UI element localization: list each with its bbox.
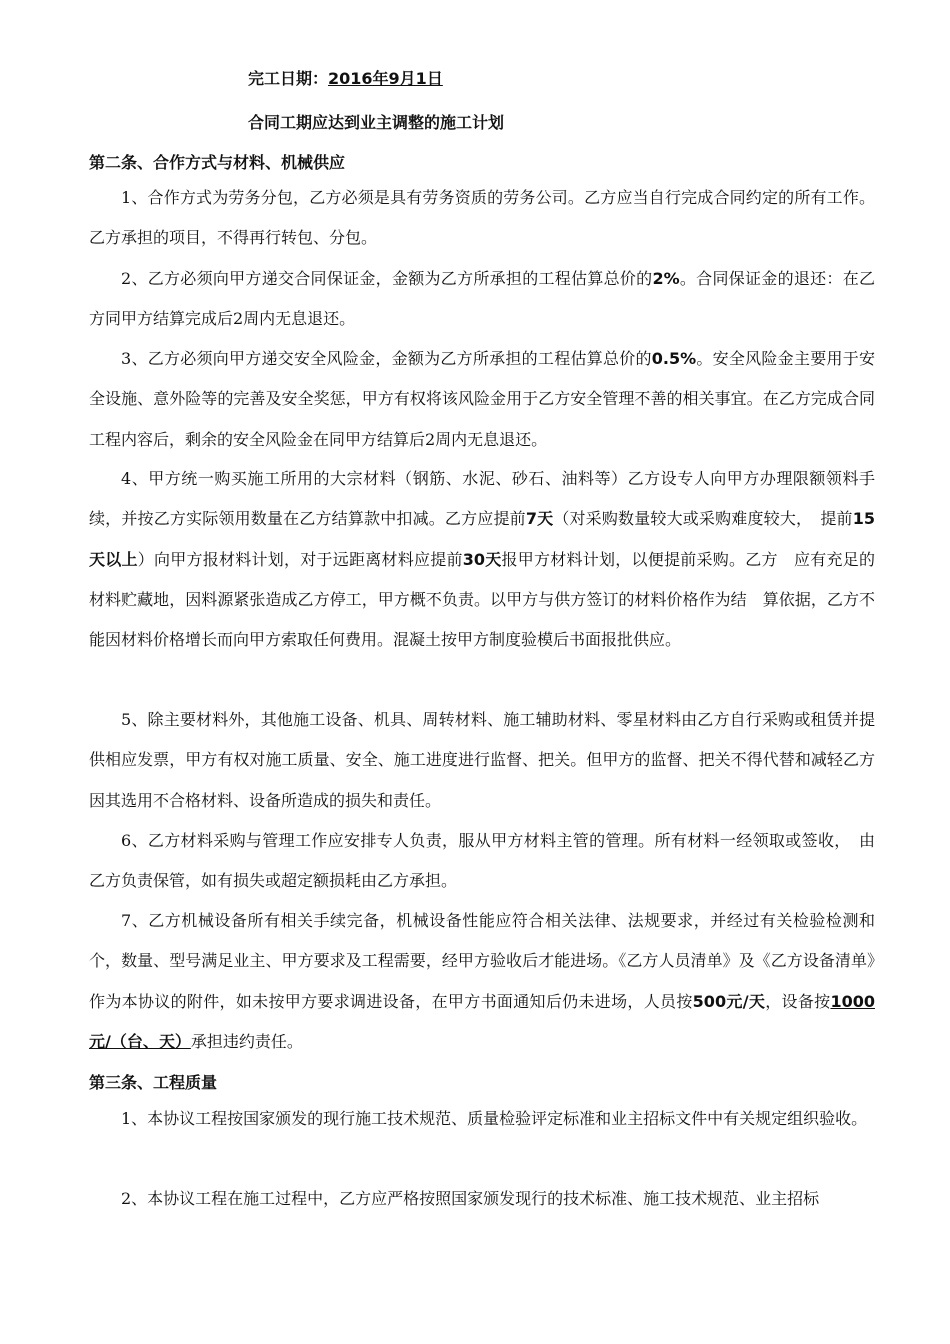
p4-text-a: 4、甲方统一购买施工所用的大宗材料（钢筋、水泥、砂石、油料等）乙方设专人向甲方办理限额领料手续，并按乙方实际领用数量在乙方结算款中扣减。乙方应提前 bbox=[89, 469, 875, 529]
section-2-paragraph-2 bbox=[89, 259, 875, 340]
lead-time-15: 15天以上 bbox=[89, 509, 875, 569]
section-2-paragraph-3 bbox=[89, 339, 875, 460]
schedule-line: 合同工期应达到业主调整的施工计划 bbox=[248, 113, 505, 132]
p3-text-a: 3、乙方必须向甲方递交安全风险金，金额为乙方所承担的工程估算总价的 bbox=[121, 349, 652, 368]
section-2-paragraph-7 bbox=[89, 901, 875, 1062]
p2-text-a: 2、乙方必须向甲方递交合同保证金，金额为乙方所承担的工程估算总价的 bbox=[121, 269, 653, 288]
completion-date-label: 完工日期： bbox=[248, 69, 329, 88]
guarantee-rate: 2% bbox=[652, 269, 680, 288]
section-2-paragraph-1: 1、合作方式为劳务分包，乙方必须是具有劳务资质的劳务公司。乙方应当自行完成合同约定的所有工作。乙方承担的项目，不得再行转包、分包。 bbox=[89, 188, 875, 248]
personnel-penalty: 500元/天 bbox=[692, 991, 766, 1011]
completion-date-line bbox=[248, 66, 443, 89]
section-3-paragraph-1: 1、本协议工程按国家颁发的现行施工技术规范、质量检验评定标准和业主招标文件中有关规定组织验收。 bbox=[121, 1109, 868, 1128]
lead-time-7: 7天 bbox=[525, 509, 554, 529]
section-2-paragraph-5: 5、除主要材料外，其他施工设备、机具、周转材料、施工辅助材料、零星材料由乙方自行采购或租赁并提供相应发票，甲方有权对施工质量、安全、施工进度进行监督、把关。但甲方的监督、把关不得代替和减轻乙方因其选用不合格材料、设备所造成的损失和责任。 bbox=[89, 710, 875, 810]
p4-text-d: 报甲方材料计划，以便提前采购。乙方 应有充足的材料贮藏地，因料源紧张造成乙方停工，甲方概不负责。以甲方与供方签订的材料价格作为结 算依据，乙方不能因材料价格增长而向甲方索取任何费用。混凝土按甲方制度验模后书面报批供应。 bbox=[89, 549, 875, 650]
p3-text-b: 。安全风险金主要用于安全设施、意外险等的完善及安全奖惩，甲方有权将该风险金用于乙方安全管理不善的相关事宜。在乙方完成合同工程内容后，剩余的安全风险金在同甲方结算后2周内无息退还。 bbox=[89, 349, 875, 449]
section-3-paragraph-2: 2、本协议工程在施工过程中，乙方应严格按照国家颁发现行的技术标准、施工技术规范、业主招标 bbox=[121, 1189, 820, 1208]
p7-text-c: 承担违约责任。 bbox=[190, 1031, 303, 1051]
risk-rate: 0.5% bbox=[651, 349, 697, 368]
section-2-title: 第二条、合作方式与材料、机械供应 bbox=[89, 153, 346, 172]
section-3-title: 第三条、工程质量 bbox=[89, 1073, 218, 1092]
p4-text-c: ）向甲方报材料计划，对于远距离材料应提前 bbox=[137, 549, 463, 569]
section-2-paragraph-6: 6、乙方材料采购与管理工作应安排专人负责，服从甲方材料主管的管理。所有材料一经领取或签收， 由乙方负责保管，如有损失或超定额损耗由乙方承担。 bbox=[89, 831, 875, 891]
equipment-penalty: 1000元/（台、天） bbox=[89, 991, 875, 1051]
p2-text-b: 。合同保证金的退还：在乙方同甲方结算完成后2周内无息退还。 bbox=[89, 269, 875, 329]
p4-text-b: （对采购数量较大或采购难度较大， 提前 bbox=[553, 509, 853, 529]
section-2-paragraph-4 bbox=[89, 459, 875, 660]
completion-date-value: 2016年9月1日 bbox=[328, 69, 443, 88]
p7-text-a: 7、乙方机械设备所有相关手续完备，机械设备性能应符合相关法律、法规要求，并经过有关检验检测和个，数量、型号满足业主、甲方要求及工程需要，经甲方验收后才能进场。《乙方人员清单》及《乙方设备清单》作为本协议的附件，如未按甲方要求调进设备，在甲方书面通知后仍未进场，人员按 bbox=[89, 911, 875, 1011]
lead-time-30: 30天 bbox=[462, 549, 502, 569]
p7-text-b: ，设备按 bbox=[765, 991, 831, 1011]
